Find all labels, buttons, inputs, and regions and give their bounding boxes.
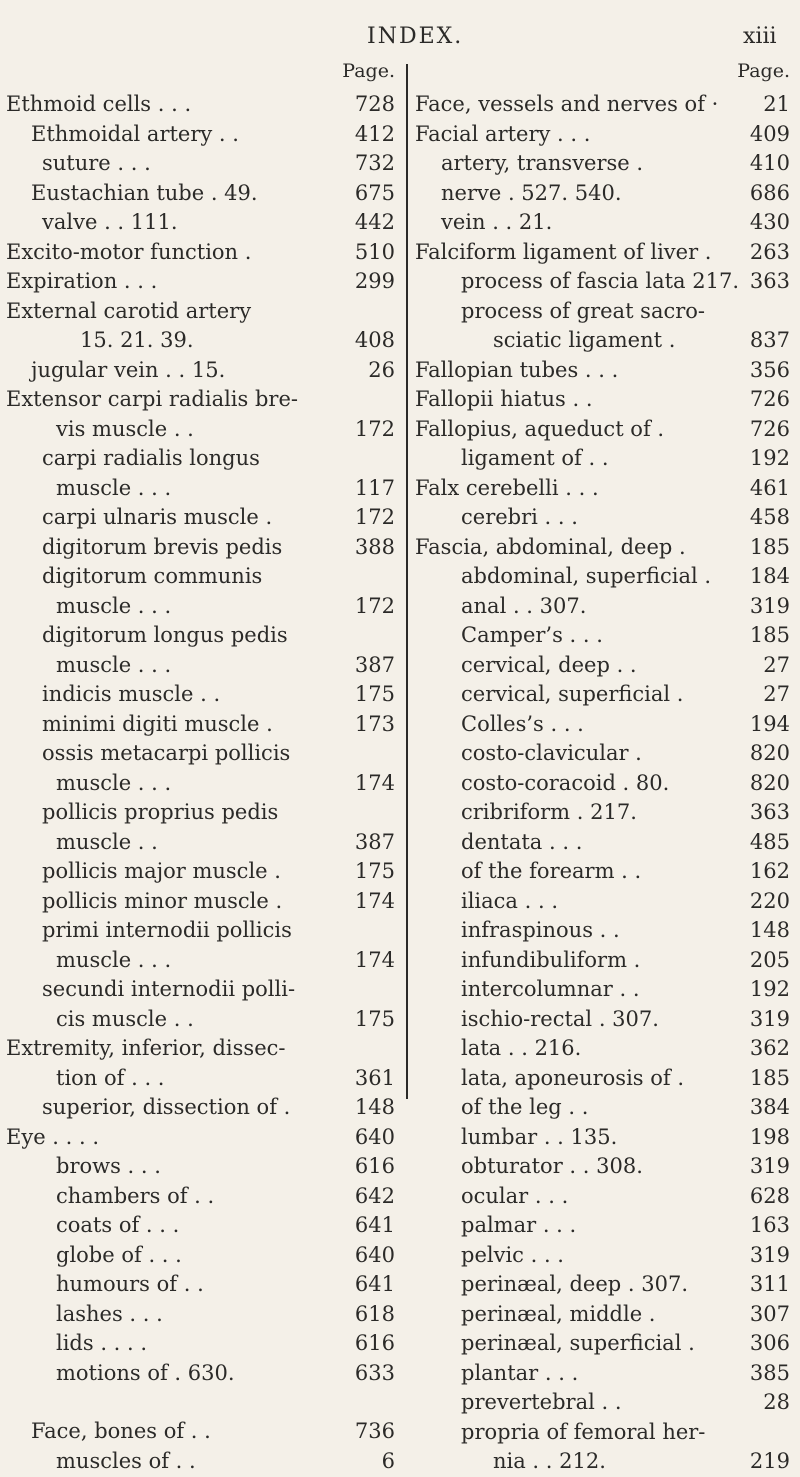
- entry-text: coats of . . .: [56, 1213, 180, 1237]
- index-entry: [415, 238, 800, 268]
- index-entry: [415, 1241, 800, 1271]
- entry-text: secundi internodii polli-: [42, 977, 296, 1001]
- entry-text: External carotid artery: [6, 298, 252, 323]
- entry-text: cribriform . 217.: [461, 800, 637, 824]
- entry-text: costo-clavicular .: [461, 741, 642, 765]
- index-entry: [415, 1123, 800, 1153]
- entry-page: 385: [749, 1360, 790, 1385]
- entry-text: carpi radialis longus: [42, 446, 260, 470]
- entry-page: 306: [749, 1331, 790, 1355]
- index-entry: [415, 474, 800, 504]
- index-entry: [415, 1005, 800, 1035]
- entry-text: suture . . .: [42, 151, 151, 175]
- index-entry: [415, 739, 800, 769]
- entry-text: Falx cerebelli . . .: [415, 475, 599, 500]
- entry-text: propria of femoral her-: [461, 1419, 706, 1444]
- index-entry: [0, 1447, 403, 1477]
- entry-page: 485: [749, 829, 790, 854]
- entry-text: Expiration . . .: [6, 269, 158, 293]
- entry-text: ocular . . .: [461, 1183, 569, 1208]
- index-entry: [0, 946, 403, 976]
- index-entry: [415, 1034, 800, 1064]
- index-entry: [415, 385, 800, 415]
- entry-page: 633: [354, 1360, 395, 1385]
- entry-page: 26: [368, 357, 395, 382]
- index-entry: [415, 90, 800, 120]
- index-entry: [415, 1418, 800, 1448]
- index-entry: [415, 149, 800, 179]
- entry-page: 173: [354, 711, 395, 736]
- index-entry: [0, 208, 403, 238]
- index-entry: [0, 1270, 403, 1300]
- entry-text: pelvic . . .: [461, 1242, 564, 1267]
- index-entry: [0, 1329, 403, 1359]
- index-entry: [0, 1359, 403, 1389]
- index-entry: [415, 533, 800, 563]
- index-entry: [0, 1417, 403, 1447]
- entry-page: 409: [749, 121, 790, 146]
- index-entry: [0, 680, 403, 710]
- index-entry: [0, 326, 403, 356]
- entry-page: 175: [354, 1006, 395, 1031]
- entry-text: prevertebral . .: [461, 1390, 622, 1414]
- entry-page: 117: [354, 475, 395, 500]
- index-entry: [415, 857, 800, 887]
- entry-text: obturator . . 308.: [461, 1154, 643, 1178]
- entry-page: 6: [381, 1448, 395, 1473]
- entry-text: Ethmoid cells . . .: [6, 92, 192, 116]
- entry-text: lumbar . . 135.: [461, 1124, 618, 1149]
- entry-page: 641: [354, 1272, 395, 1296]
- index-entry: [415, 503, 800, 533]
- index-entry: [415, 1064, 800, 1094]
- entry-page: 641: [354, 1213, 395, 1237]
- entry-text: digitorum communis: [42, 564, 263, 588]
- index-entry: [415, 267, 800, 297]
- entry-page: 174: [354, 770, 395, 795]
- entry-page: 726: [749, 416, 790, 441]
- page-number: xiii: [743, 24, 777, 49]
- entry-page: 174: [354, 947, 395, 972]
- index-entry: [0, 503, 403, 533]
- entry-text: lashes . . .: [56, 1301, 163, 1326]
- entry-text: iliaca . . .: [461, 888, 559, 913]
- entry-text: ischio-rectal . 307.: [461, 1006, 659, 1031]
- entry-page: 28: [763, 1390, 790, 1414]
- entry-page: 642: [354, 1183, 395, 1208]
- index-entry: [415, 1270, 800, 1300]
- index-entry: [415, 1447, 800, 1477]
- entry-page: 384: [749, 1095, 790, 1119]
- index-entry: [0, 651, 403, 681]
- entry-text: indicis muscle . .: [42, 682, 221, 706]
- index-entry: [0, 1300, 403, 1330]
- index-entry: [0, 562, 403, 592]
- index-entry: [0, 798, 403, 828]
- entry-text: Fallopian tubes . . .: [415, 357, 619, 382]
- index-entry: [415, 326, 800, 356]
- entry-page: 27: [763, 682, 790, 706]
- entry-page: 299: [354, 269, 395, 293]
- entry-page: 430: [749, 210, 790, 234]
- index-entry: [0, 297, 403, 327]
- entry-text: muscle . . .: [56, 593, 172, 618]
- index-column-left: [0, 60, 403, 1476]
- index-entry: [0, 120, 403, 150]
- entry-text: nerve . 527. 540.: [441, 180, 622, 205]
- entry-text: lata . . 216.: [461, 1036, 582, 1060]
- entry-page: 184: [749, 564, 790, 588]
- index-entry: [415, 621, 800, 651]
- entry-text: Falciform ligament of liver .: [415, 239, 712, 264]
- entry-page: 220: [749, 888, 790, 913]
- entry-text: Excito-motor function .: [6, 239, 252, 264]
- index-entry: [415, 887, 800, 917]
- entry-page: 185: [749, 534, 790, 559]
- index-entry: [415, 1359, 800, 1389]
- index-entry: [415, 916, 800, 946]
- entry-page: 319: [749, 593, 790, 618]
- index-entry: [415, 297, 800, 327]
- index-entry: [415, 444, 800, 474]
- entry-page: 198: [749, 1124, 790, 1149]
- index-entry: [0, 916, 403, 946]
- index-entry: [415, 356, 800, 386]
- entry-page: 319: [749, 1006, 790, 1031]
- entry-text: Extensor carpi radialis bre-: [6, 387, 298, 411]
- index-entry: [0, 1241, 403, 1271]
- page-column-label: Page.: [737, 60, 790, 82]
- page-column-label: Page.: [342, 60, 395, 82]
- index-entry: [0, 857, 403, 887]
- index-entry: [0, 1182, 403, 1212]
- entry-text: costo-coracoid . 80.: [461, 770, 670, 795]
- entry-text: muscle . . .: [56, 652, 172, 677]
- entry-text: Ethmoidal artery . .: [31, 121, 239, 146]
- entry-text: Eye . . . .: [6, 1124, 100, 1149]
- entry-text: Colles’s . . .: [461, 711, 584, 736]
- column-heading: [415, 60, 800, 90]
- entry-page: 387: [354, 829, 395, 854]
- entry-text: brows . . .: [56, 1154, 161, 1178]
- entry-page: 618: [354, 1301, 395, 1326]
- index-entry: [0, 90, 403, 120]
- entry-text: infundibuliform .: [461, 947, 641, 972]
- entry-page: 410: [749, 151, 790, 175]
- entry-page: 640: [354, 1242, 395, 1267]
- entry-text: muscle . .: [56, 829, 158, 854]
- entry-text: Face, vessels and nerves of ·: [415, 92, 719, 116]
- entry-text: Facial artery . . .: [415, 121, 591, 146]
- entry-text: infraspinous . .: [461, 918, 620, 942]
- entry-page: 163: [749, 1213, 790, 1237]
- index-entry: [415, 1388, 800, 1418]
- index-entries: [415, 90, 800, 1477]
- entry-page: 820: [749, 741, 790, 765]
- entry-page: 640: [354, 1124, 395, 1149]
- index-entry: [0, 1005, 403, 1035]
- index-entry: [0, 149, 403, 179]
- entry-page: 362: [749, 1036, 790, 1060]
- entry-text: Face, bones of . .: [31, 1419, 211, 1443]
- entry-page: 628: [749, 1183, 790, 1208]
- index-entry: [415, 1182, 800, 1212]
- index-entry: [415, 769, 800, 799]
- entry-text: chambers of . .: [56, 1183, 215, 1208]
- column-divider: [406, 64, 408, 1099]
- page-title: INDEX.: [367, 24, 464, 49]
- entry-page: 148: [749, 918, 790, 942]
- entry-page: 820: [749, 770, 790, 795]
- column-heading: [0, 60, 403, 90]
- entry-text: digitorum longus pedis: [42, 623, 288, 647]
- entry-text: muscle . . .: [56, 475, 172, 500]
- index-entry: [415, 415, 800, 445]
- entry-text: jugular vein . . 15.: [31, 357, 226, 382]
- entry-page: 361: [354, 1065, 395, 1090]
- entry-text: 15. 21. 39.: [80, 328, 194, 352]
- entry-page: 408: [354, 328, 395, 352]
- entry-text: lata, aponeurosis of .: [461, 1065, 685, 1090]
- entry-text: of the leg . .: [461, 1095, 589, 1119]
- index-entry: [0, 975, 403, 1005]
- entry-page: 192: [749, 977, 790, 1001]
- index-entry: [415, 1211, 800, 1241]
- entry-text: muscle . . .: [56, 947, 172, 972]
- entry-page: 175: [354, 682, 395, 706]
- entry-text: pollicis minor muscle .: [42, 888, 283, 913]
- index-entry: [0, 179, 403, 209]
- entry-text: perinæal, middle .: [461, 1301, 656, 1326]
- entry-page: 307: [749, 1301, 790, 1326]
- index-entry: [415, 798, 800, 828]
- entry-text: nia . . 212.: [493, 1449, 606, 1473]
- entry-page: 363: [749, 269, 790, 293]
- index-column-right: [415, 60, 800, 1477]
- index-entry: [0, 621, 403, 651]
- index-entry: [0, 1064, 403, 1094]
- entry-text: humours of . .: [56, 1272, 204, 1296]
- index-entry: [415, 562, 800, 592]
- index-entry: [0, 769, 403, 799]
- entry-page: 175: [354, 859, 395, 883]
- entry-page: 185: [749, 623, 790, 647]
- entry-text: perinæal, deep . 307.: [461, 1272, 689, 1296]
- entry-page: 675: [354, 180, 395, 205]
- index-entry: [0, 385, 403, 415]
- index-entry: [0, 592, 403, 622]
- index-entry: [0, 1211, 403, 1241]
- index-entry: [415, 710, 800, 740]
- entry-text: Extremity, inferior, dissec-: [6, 1036, 286, 1060]
- index-entry: [415, 208, 800, 238]
- entry-text: ligament of . .: [461, 446, 609, 470]
- entry-text: process of great sacro-: [461, 298, 706, 323]
- entry-page: 616: [354, 1331, 395, 1355]
- entry-text: minimi digiti muscle .: [42, 711, 273, 736]
- entry-text: sciatic ligament .: [493, 328, 676, 352]
- index-entry: [415, 1329, 800, 1359]
- entry-page: 461: [749, 475, 790, 500]
- index-entry: [0, 828, 403, 858]
- entry-text: motions of . 630.: [56, 1360, 235, 1385]
- index-entry: [0, 415, 403, 445]
- index-entry: [415, 651, 800, 681]
- index-entry: [0, 1123, 403, 1153]
- entry-page: 387: [354, 652, 395, 677]
- index-entries: [0, 90, 403, 1476]
- entry-text: dentata . . .: [461, 829, 583, 854]
- entry-page: 726: [749, 387, 790, 411]
- entry-text: cerebri . . .: [461, 505, 578, 529]
- entry-text: plantar . . .: [461, 1360, 579, 1385]
- entry-page: 686: [749, 180, 790, 205]
- entry-text: vein . . 21.: [441, 210, 553, 234]
- entry-page: 356: [749, 357, 790, 382]
- index-entry: [415, 680, 800, 710]
- index-entry: [0, 887, 403, 917]
- entry-text: superior, dissection of .: [42, 1095, 291, 1119]
- index-entry: [415, 946, 800, 976]
- index-entry: [0, 710, 403, 740]
- index-entry: [0, 533, 403, 563]
- entry-text: cervical, superficial .: [461, 682, 684, 706]
- index-entry: [415, 179, 800, 209]
- entry-text: primi internodii pollicis: [42, 918, 292, 942]
- entry-text: perinæal, superficial .: [461, 1331, 695, 1355]
- entry-text: abdominal, superficial .: [461, 564, 712, 588]
- entry-page: 732: [354, 151, 395, 175]
- entry-page: 837: [749, 328, 790, 352]
- entry-text: of the forearm . .: [461, 859, 642, 883]
- index-entry: [0, 739, 403, 769]
- entry-page: 442: [354, 210, 395, 234]
- entry-text: globe of . . .: [56, 1242, 182, 1267]
- entry-text: Fascia, abdominal, deep .: [415, 534, 686, 559]
- index-entry: [0, 1152, 403, 1182]
- entry-text: intercolumnar . .: [461, 977, 640, 1001]
- entry-page: 174: [354, 888, 395, 913]
- entry-text: pollicis major muscle .: [42, 859, 281, 883]
- index-entry: [415, 975, 800, 1005]
- index-entry: [0, 356, 403, 386]
- entry-page: 616: [354, 1154, 395, 1178]
- index-entry: [415, 1300, 800, 1330]
- entry-page: 172: [354, 416, 395, 441]
- entry-text: digitorum brevis pedis: [42, 534, 283, 559]
- entry-text: Eustachian tube . 49.: [31, 180, 258, 205]
- entry-text: process of fascia lata 217.: [461, 269, 740, 293]
- entry-page: 148: [354, 1095, 395, 1119]
- entry-text: Camper’s . . .: [461, 623, 603, 647]
- entry-page: 192: [749, 446, 790, 470]
- entry-text: muscles of . .: [56, 1448, 196, 1473]
- index-entry: [0, 1093, 403, 1123]
- entry-text: valve . . 111.: [42, 210, 178, 234]
- entry-text: vis muscle . .: [56, 416, 194, 441]
- index-entry: [415, 1152, 800, 1182]
- entry-page: 21: [763, 92, 790, 116]
- entry-page: 363: [749, 800, 790, 824]
- entry-page: 510: [354, 239, 395, 264]
- entry-page: 172: [354, 593, 395, 618]
- entry-page: 263: [749, 239, 790, 264]
- index-entry: [0, 267, 403, 297]
- entry-page: 412: [354, 121, 395, 146]
- entry-page: 172: [354, 505, 395, 529]
- index-entry: [415, 592, 800, 622]
- index-entry: [0, 238, 403, 268]
- entry-text: cervical, deep . .: [461, 652, 637, 677]
- entry-text: palmar . . .: [461, 1213, 577, 1237]
- entry-text: Fallopius, aqueduct of .: [415, 416, 665, 441]
- entry-text: cis muscle . .: [56, 1006, 194, 1031]
- entry-page: 311: [749, 1272, 790, 1296]
- entry-page: 319: [749, 1242, 790, 1267]
- entry-text: lids . . . .: [56, 1331, 148, 1355]
- page-header: [0, 24, 800, 54]
- entry-text: ossis metacarpi pollicis: [42, 741, 291, 765]
- entry-text: anal . . 307.: [461, 593, 587, 618]
- entry-page: 205: [749, 947, 790, 972]
- index-entry: [415, 120, 800, 150]
- entry-page: 185: [749, 1065, 790, 1090]
- entry-text: pollicis proprius pedis: [42, 800, 279, 824]
- entry-page: 388: [354, 534, 395, 559]
- entry-text: Fallopii hiatus . .: [415, 387, 593, 411]
- entry-page: 728: [354, 92, 395, 116]
- index-entry: [415, 828, 800, 858]
- entry-page: 194: [749, 711, 790, 736]
- index-entry: [415, 1093, 800, 1123]
- entry-page: 27: [763, 652, 790, 677]
- entry-text: carpi ulnaris muscle .: [42, 505, 273, 529]
- entry-page: 219: [749, 1449, 790, 1473]
- index-entry: [0, 444, 403, 474]
- entry-text: muscle . . .: [56, 770, 172, 795]
- entry-text: artery, transverse .: [441, 151, 644, 175]
- index-entry: [0, 474, 403, 504]
- entry-page: 736: [354, 1419, 395, 1443]
- entry-text: tion of . . .: [56, 1065, 165, 1090]
- entry-page: 319: [749, 1154, 790, 1178]
- entry-page: 458: [749, 505, 790, 529]
- index-entry: [0, 1034, 403, 1064]
- entry-page: 162: [749, 859, 790, 883]
